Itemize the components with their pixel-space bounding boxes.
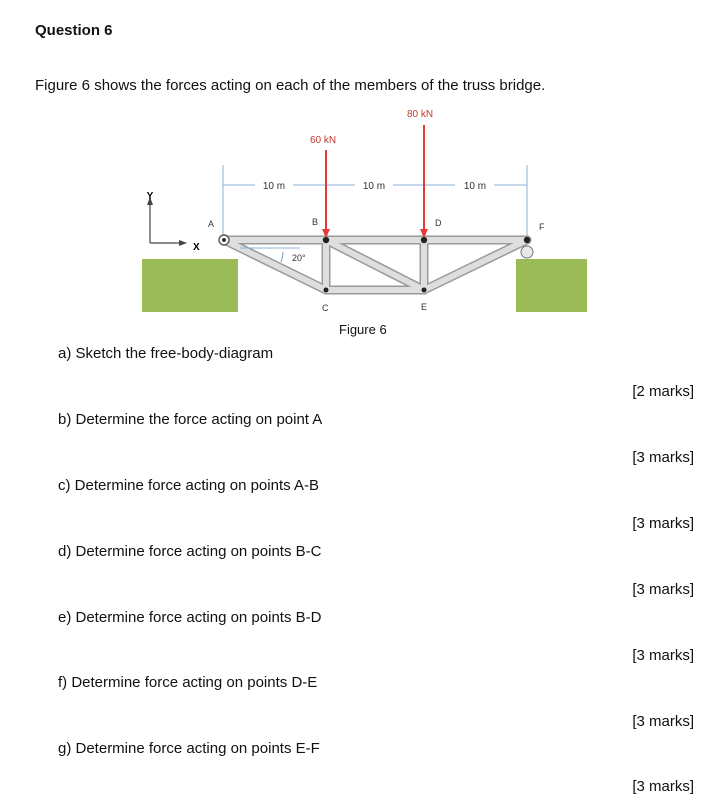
node-d-label: D (435, 218, 442, 228)
node-b-label: B (312, 217, 319, 227)
part-g-text: g) Determine force acting on points E-F (58, 740, 320, 757)
span-1-label: 10 m (262, 181, 286, 192)
load-60kn-arrow (322, 150, 330, 238)
joint-f (524, 237, 530, 243)
node-a-label: A (208, 219, 215, 229)
angle-label: 20° (292, 253, 306, 263)
part-e-text: e) Determine force acting on points B-D (58, 609, 322, 626)
part-b-marks: [3 marks] (632, 449, 694, 466)
node-f-label: F (539, 222, 545, 232)
part-f-marks: [3 marks] (632, 713, 694, 730)
question-intro: Figure 6 shows the forces acting on each of the members of the truss bridge. (35, 77, 546, 94)
part-f-text: f) Determine force acting on points D-E (58, 674, 318, 691)
part-b-text: b) Determine the force acting on point A (58, 411, 323, 428)
part-c-text: c) Determine force acting on points A-B (58, 477, 319, 494)
truss-bridge-figure (0, 0, 719, 340)
figure-caption: Figure 6 (339, 322, 387, 337)
right-support-block (516, 259, 587, 312)
axis-y-label: Y (146, 191, 154, 202)
axis-indicator (147, 197, 187, 246)
node-c-label: C (322, 303, 329, 313)
joint-c (324, 288, 329, 293)
axis-x-label: X (193, 242, 200, 253)
left-support-block (142, 259, 238, 312)
part-a-marks: [2 marks] (632, 383, 694, 400)
span-3-label: 10 m (463, 181, 487, 192)
part-e-marks: [3 marks] (632, 647, 694, 664)
load-60kn-label: 60 kN (309, 135, 337, 146)
roller-support (521, 246, 533, 258)
part-g-marks: [3 marks] (632, 778, 694, 795)
angle-arc (281, 252, 283, 262)
node-e-label: E (421, 302, 428, 312)
load-80kn-label: 80 kN (406, 109, 434, 120)
load-80kn-arrow (420, 125, 428, 238)
joint-e (422, 288, 427, 293)
part-c-marks: [3 marks] (632, 515, 694, 532)
dimension-lines (223, 165, 527, 238)
part-a-text: a) Sketch the free-body-diagram (58, 345, 274, 362)
question-heading: Question 6 (35, 22, 113, 39)
span-2-label: 10 m (362, 181, 386, 192)
part-d-text: d) Determine force acting on points B-C (58, 543, 322, 560)
part-d-marks: [3 marks] (632, 581, 694, 598)
